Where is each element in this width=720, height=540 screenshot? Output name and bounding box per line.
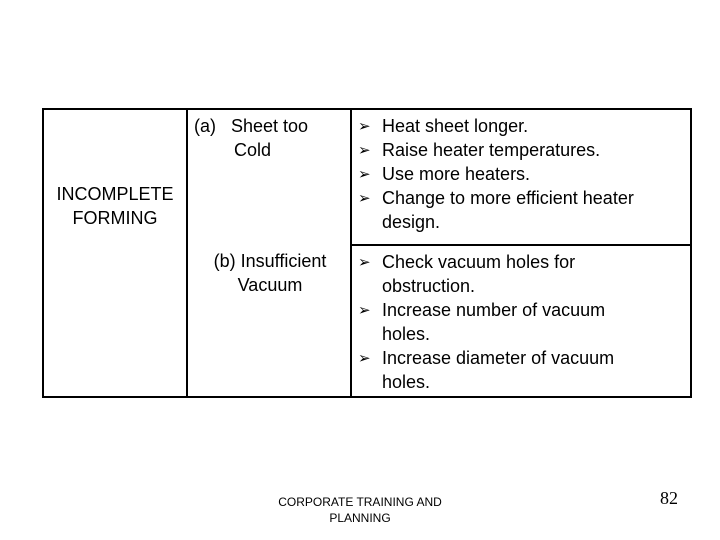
table-row [43, 109, 691, 245]
problem-label [44, 182, 186, 230]
list-item [358, 114, 686, 138]
list-item [358, 138, 686, 162]
remedy-cell [351, 109, 691, 245]
remedy-cell [351, 245, 691, 397]
cause-line: Cold [234, 140, 272, 160]
arrow-bullet-icon: ➢ [358, 301, 371, 319]
cause-line: Vacuum [237, 275, 303, 295]
problem-cell [43, 109, 187, 397]
problem-line: FORMING [72, 208, 158, 228]
cause-line: (a) Sheet too [194, 116, 309, 136]
footer-line: CORPORATE TRAINING AND [278, 495, 442, 509]
list-item [358, 162, 686, 186]
remedy-list [352, 110, 690, 234]
remedy-text: Check vacuum holes for [382, 252, 576, 272]
remedy-text: Heat sheet longer. [382, 116, 529, 136]
page-number: 82 [660, 488, 678, 508]
list-item [358, 250, 686, 298]
cause-cell [187, 245, 351, 397]
troubleshooting-table [42, 108, 692, 398]
list-item [358, 346, 686, 394]
arrow-bullet-icon: ➢ [358, 141, 371, 159]
remedy-text: Use more heaters. [382, 164, 531, 184]
remedy-list [352, 246, 690, 394]
remedy-text: Increase diameter of vacuum [382, 348, 615, 368]
arrow-bullet-icon: ➢ [358, 165, 371, 183]
footer-line: PLANNING [329, 511, 391, 525]
arrow-bullet-icon: ➢ [358, 349, 371, 367]
remedy-text: holes. [382, 372, 431, 392]
cause-label [188, 245, 350, 297]
list-item [358, 298, 686, 346]
remedy-text: design. [382, 212, 441, 232]
list-item [358, 186, 686, 234]
cause-line: (b) Insufficient [213, 251, 327, 271]
arrow-bullet-icon: ➢ [358, 253, 371, 271]
cause-cell [187, 109, 351, 245]
remedy-text: Change to more efficient heater [382, 188, 634, 208]
arrow-bullet-icon: ➢ [358, 189, 371, 207]
remedy-text: Raise heater temperatures. [382, 140, 601, 160]
remedy-text: holes. [382, 324, 431, 344]
footer-text [260, 494, 460, 526]
remedy-text: Increase number of vacuum [382, 300, 606, 320]
arrow-bullet-icon: ➢ [358, 117, 371, 135]
remedy-text: obstruction. [382, 276, 476, 296]
cause-label [188, 110, 350, 162]
problem-line: INCOMPLETE [56, 184, 174, 204]
